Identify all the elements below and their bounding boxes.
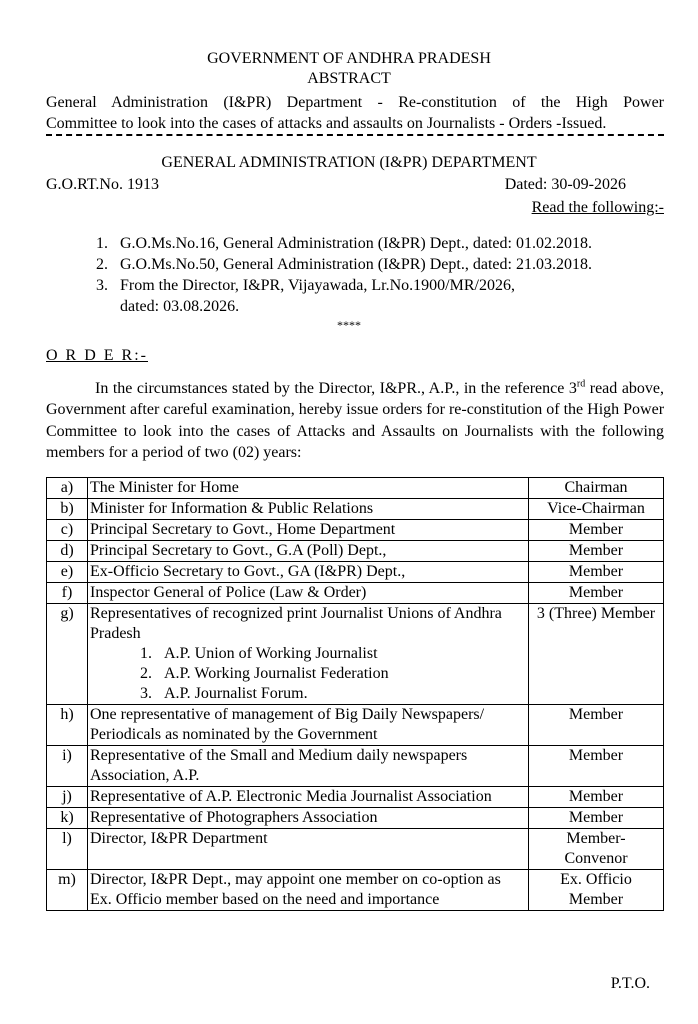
member-description: Representative of Photographers Association	[90, 809, 378, 826]
reference-item	[96, 254, 592, 275]
member-description-cell	[88, 808, 529, 829]
member-row	[47, 829, 664, 870]
member-description: Ex-Officio Secretary to Govt., GA (I&PR) Dept.,	[90, 563, 406, 580]
member-role: Member	[529, 541, 664, 562]
reference-text: From the Director, I&PR, Vijayawada, Lr.No.1900/MR/2026,	[120, 277, 515, 294]
member-description-cell	[88, 870, 529, 911]
reference-text: G.O.Ms.No.16, General Administration (I&PR) Dept., dated: 01.02.2018.	[120, 235, 592, 252]
member-subitem	[140, 644, 526, 664]
ordinal-suffix: rd	[576, 378, 586, 390]
member-key: f)	[47, 583, 88, 604]
read-following: Read the following:-	[531, 199, 664, 216]
subitem-number: 3.	[140, 685, 152, 702]
subitem-text: A.P. Journalist Forum.	[164, 685, 308, 702]
reference-number: 1.	[96, 235, 108, 252]
member-description-cell	[88, 829, 529, 870]
member-key: e)	[47, 562, 88, 583]
member-role: Member	[529, 562, 664, 583]
order-paragraph	[46, 378, 664, 463]
member-role: Member- Convenor	[529, 829, 664, 870]
member-key: i)	[47, 746, 88, 787]
member-role: Member	[529, 520, 664, 541]
member-row	[47, 705, 664, 746]
member-description: The Minister for Home	[90, 479, 239, 496]
member-key: h)	[47, 705, 88, 746]
member-description-cell	[88, 604, 529, 705]
member-role: Ex. Officio Member	[529, 870, 664, 911]
member-row	[47, 520, 664, 541]
member-description: Inspector General of Police (Law & Order)	[90, 584, 367, 601]
abstract-heading: ABSTRACT	[307, 70, 391, 87]
member-description: One representative of management of Big Daily Newspapers/ Periodicals as nominated by the Government	[90, 706, 485, 743]
member-role: Member	[529, 808, 664, 829]
member-row	[47, 787, 664, 808]
member-description-cell	[88, 787, 529, 808]
member-description-cell	[88, 562, 529, 583]
member-row	[47, 562, 664, 583]
member-key: c)	[47, 520, 88, 541]
member-description-cell	[88, 499, 529, 520]
member-description: Representative of A.P. Electronic Media Journalist Association	[90, 788, 492, 805]
member-key: d)	[47, 541, 88, 562]
reference-continuation: dated: 03.08.2026.	[120, 298, 240, 315]
abstract-line-2: Committee to look into the cases of attacks and assaults on Journalists - Orders -Issued.	[46, 115, 607, 132]
member-key: m)	[47, 870, 88, 911]
member-description: Representative of the Small and Medium daily newspapers Association, A.P.	[90, 747, 468, 784]
member-row	[47, 583, 664, 604]
member-row	[47, 541, 664, 562]
order-text-body: above, Government after careful examination, hereby issue orders for re-constitution of the High Power Committee to look into the cases of Attacks and Assaults on Journalists with the following members for a period of two (02) years:	[46, 380, 665, 461]
member-role: Member	[529, 583, 664, 604]
reference-item	[96, 275, 592, 296]
order-text-end: read	[585, 380, 618, 397]
member-role: 3 (Three) Member	[529, 604, 664, 705]
go-number: G.O.RT.No. 1913	[46, 176, 159, 193]
member-key: a)	[47, 478, 88, 499]
member-subitem	[140, 664, 526, 684]
abstract-line-1: General Administration (I&PR) Department - Re-constitution of the High Power	[46, 94, 664, 111]
member-row	[47, 499, 664, 520]
member-description-cell	[88, 746, 529, 787]
member-description-cell	[88, 705, 529, 746]
member-role: Vice-Chairman	[529, 499, 664, 520]
go-date: Dated: 30-09-2026	[504, 176, 626, 193]
member-subitem	[140, 684, 526, 704]
member-description: Director, I&PR Department	[90, 830, 268, 847]
reference-number: 2.	[96, 256, 108, 273]
order-text-start: In the circumstances stated by the Director, I&PR., A.P., in the reference 3	[95, 380, 577, 397]
subitem-number: 1.	[140, 645, 152, 662]
member-key: g)	[47, 604, 88, 705]
page-turn-note: P.T.O.	[610, 975, 650, 992]
member-row	[47, 808, 664, 829]
member-key: b)	[47, 499, 88, 520]
government-heading: GOVERNMENT OF ANDHRA PRADESH	[207, 50, 491, 67]
member-role: Member	[529, 787, 664, 808]
member-key: j)	[47, 787, 88, 808]
reference-text: G.O.Ms.No.50, General Administration (I&PR) Dept., dated: 21.03.2018.	[120, 256, 592, 273]
member-row	[47, 604, 664, 705]
member-description-cell	[88, 478, 529, 499]
member-description: Principal Secretary to Govt., G.A (Poll) Dept.,	[90, 542, 387, 559]
reference-item	[96, 233, 592, 254]
member-description: Principal Secretary to Govt., Home Department	[90, 521, 396, 538]
references-list	[96, 233, 592, 317]
subitem-text: A.P. Union of Working Journalist	[164, 645, 378, 662]
member-description-cell	[88, 541, 529, 562]
department-heading: GENERAL ADMINISTRATION (I&PR) DEPARTMENT	[161, 154, 537, 171]
member-row	[47, 746, 664, 787]
member-description-cell	[88, 583, 529, 604]
member-sublist	[90, 644, 526, 704]
member-role: Chairman	[529, 478, 664, 499]
reference-number: 3.	[96, 277, 108, 294]
member-row	[47, 870, 664, 911]
member-key: k)	[47, 808, 88, 829]
member-description: Minister for Information & Public Relations	[90, 500, 374, 517]
subitem-number: 2.	[140, 665, 152, 682]
member-role: Member	[529, 746, 664, 787]
dashed-separator	[46, 134, 664, 136]
section-separator: ****	[337, 318, 361, 332]
member-description: Director, I&PR Dept., may appoint one member on co-option as Ex. Officio member based on the need and importance	[90, 871, 501, 908]
order-heading: O R D E R:-	[46, 347, 148, 364]
member-description: Representatives of recognized print Journalist Unions of Andhra Pradesh	[90, 605, 502, 642]
member-key: l)	[47, 829, 88, 870]
member-description-cell	[88, 520, 529, 541]
subitem-text: A.P. Working Journalist Federation	[164, 665, 389, 682]
members-table	[46, 477, 664, 911]
member-row	[47, 478, 664, 499]
abstract-subject	[46, 92, 664, 134]
member-role: Member	[529, 705, 664, 746]
